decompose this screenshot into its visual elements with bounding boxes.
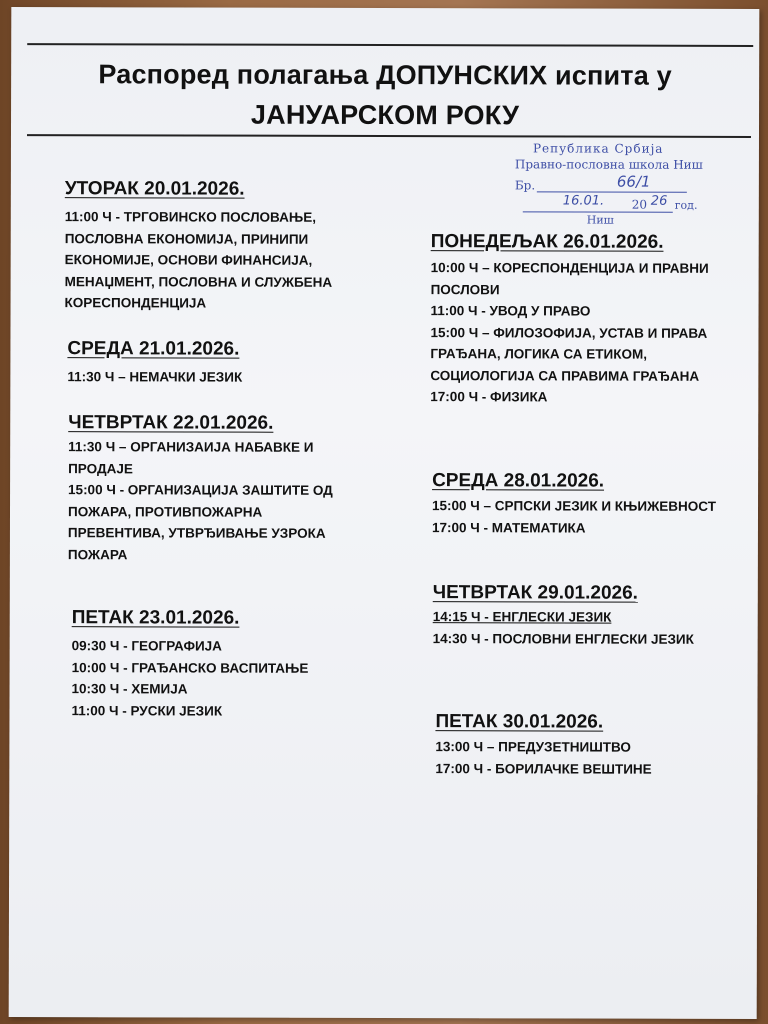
schedule-list-wednesday-28 [432, 495, 716, 539]
stamp-country: Република Србија [532, 141, 664, 156]
schedule-list-friday-30 [435, 736, 651, 780]
stamp-date-century: 20 [631, 197, 648, 212]
schedule-item: ГРАЂАНА, ЛОГИКА СА ЕТИКОМ, [430, 346, 648, 362]
schedule-item: ПРЕВЕНТИВА, УТВРЂИВАЊЕ УЗРОКА [67, 525, 326, 541]
schedule-item: 11:00 Ч - УВОД У ПРАВО [430, 303, 591, 319]
schedule-list-wednesday-21 [67, 366, 242, 388]
day-heading-monday-26: ПОНЕДЕЉАК 26.01.2026. [430, 231, 664, 253]
day-heading-wednesday-21: СРЕДА 21.01.2026. [67, 338, 240, 360]
schedule-item: 13:00 Ч – ПРЕДУЗЕТНИШТВО [435, 739, 631, 755]
schedule-item: СОЦИОЛОГИЈА СА ПРАВИМА ГРАЂАНА [430, 367, 700, 384]
stamp-date-line [523, 211, 673, 212]
day-heading-thursday-29: ЧЕТВРТАК 29.01.2026. [432, 582, 638, 604]
schedule-item: 10:00 Ч - ГРАЂАНСКО ВАСПИТАЊЕ [71, 659, 309, 676]
schedule-item: 09:30 Ч - ГЕОГРАФИЈА [71, 638, 222, 654]
schedule-list-friday-23 [71, 635, 308, 722]
school-stamp [501, 141, 711, 232]
schedule-item: 10:00 Ч – КОРЕСПОНДЕНЦИЈА И ПРАВНИ [430, 260, 709, 276]
schedule-item: 17:00 Ч - МАТЕМАТИКА [431, 519, 586, 536]
title-line-2: ЈАНУАРСКОМ РОКУ [250, 99, 520, 131]
notice-paper [9, 7, 760, 1019]
schedule-item: 15:00 Ч – ФИЛОЗОФИЈА, УСТАВ И ПРАВА [430, 324, 708, 341]
day-heading-friday-30: ПЕТАК 30.01.2026. [435, 711, 604, 733]
schedule-item: ПОЖАРА [67, 546, 128, 562]
title-rule [27, 134, 751, 138]
schedule-item: ЕКОНОМИЈЕ, ОСНОВИ ФИНАНСИЈА, [64, 252, 313, 268]
top-rule [27, 43, 753, 47]
schedule-item: 17:00 Ч - ФИЗИКА [430, 389, 548, 405]
stamp-number-value: 66/1 [616, 172, 651, 191]
stamp-date-suffix: год. [674, 198, 698, 212]
day-heading-tuesday-20: УТОРАК 20.01.2026. [64, 178, 245, 200]
schedule-item: ПРОДАЈЕ [68, 460, 133, 476]
day-heading-friday-23: ПЕТАК 23.01.2026. [71, 607, 240, 629]
schedule-item: 14:30 Ч - ПОСЛОВНИ ЕНГЛЕСКИ ЈЕЗИК [432, 630, 694, 647]
day-heading-wednesday-28: СРЕДА 28.01.2026. [432, 470, 605, 492]
stamp-number-line [537, 191, 687, 192]
schedule-item: 15:00 Ч - ОРГАНИЗАЦИЈА ЗАШТИТЕ ОД [68, 482, 333, 498]
schedule-list-thursday-29 [433, 606, 694, 650]
schedule-item: 15:00 Ч – СРПСКИ ЈЕЗИК И КЊИЖЕВНОСТ [431, 498, 716, 514]
schedule-item: 10:30 Ч - ХЕМИЈА [71, 681, 188, 697]
stamp-city: Ниш [586, 213, 614, 227]
title-line-1: Распоред полагања ДОПУНСКИХ испита у [98, 59, 672, 91]
schedule-item: МЕНАЏМЕНТ, ПОСЛОВНА И СЛУЖБЕНА [64, 273, 333, 290]
stamp-number-label: Бр. [514, 178, 536, 193]
schedule-item: ПОСЛОВНА ЕКОНОМИЈА, ПРИНИПИ [64, 230, 309, 247]
schedule-item: ПОЖАРА, ПРОТИВПОЖАРНА [67, 503, 263, 520]
stamp-date-year: 26 [650, 193, 668, 209]
schedule-list-thursday-22 [68, 436, 333, 566]
schedule-item: ПОСЛОВИ [430, 281, 500, 297]
schedule-item: 14:15 Ч - ЕНГЛЕСКИ ЈЕЗИК [432, 609, 612, 625]
stamp-number [514, 172, 651, 193]
schedule-item: 17:00 Ч - БОРИЛАЧКЕ ВЕШТИНЕ [435, 760, 652, 777]
schedule-list-tuesday-20 [65, 206, 333, 314]
schedule-item: КОРЕСПОНДЕНЦИЈА [64, 295, 207, 311]
schedule-item: 11:30 Ч – ОРГАНИЗАИЈА НАБАВКЕ И [68, 439, 314, 455]
schedule-item: 11:00 Ч - ТРГОВИНСКО ПОСЛОВАЊЕ, [64, 209, 316, 225]
schedule-item: 11:30 Ч – НЕМАЧКИ ЈЕЗИК [67, 369, 243, 385]
stamp-school: Правно-пословна школа Ниш [514, 157, 703, 172]
day-heading-thursday-22: ЧЕТВРТАК 22.01.2026. [68, 412, 274, 434]
stamp-date-day-month: 16.01. [562, 193, 605, 209]
schedule-item: 11:00 Ч - РУСКИ ЈЕЗИК [71, 702, 223, 719]
schedule-list-monday-26 [430, 257, 709, 408]
